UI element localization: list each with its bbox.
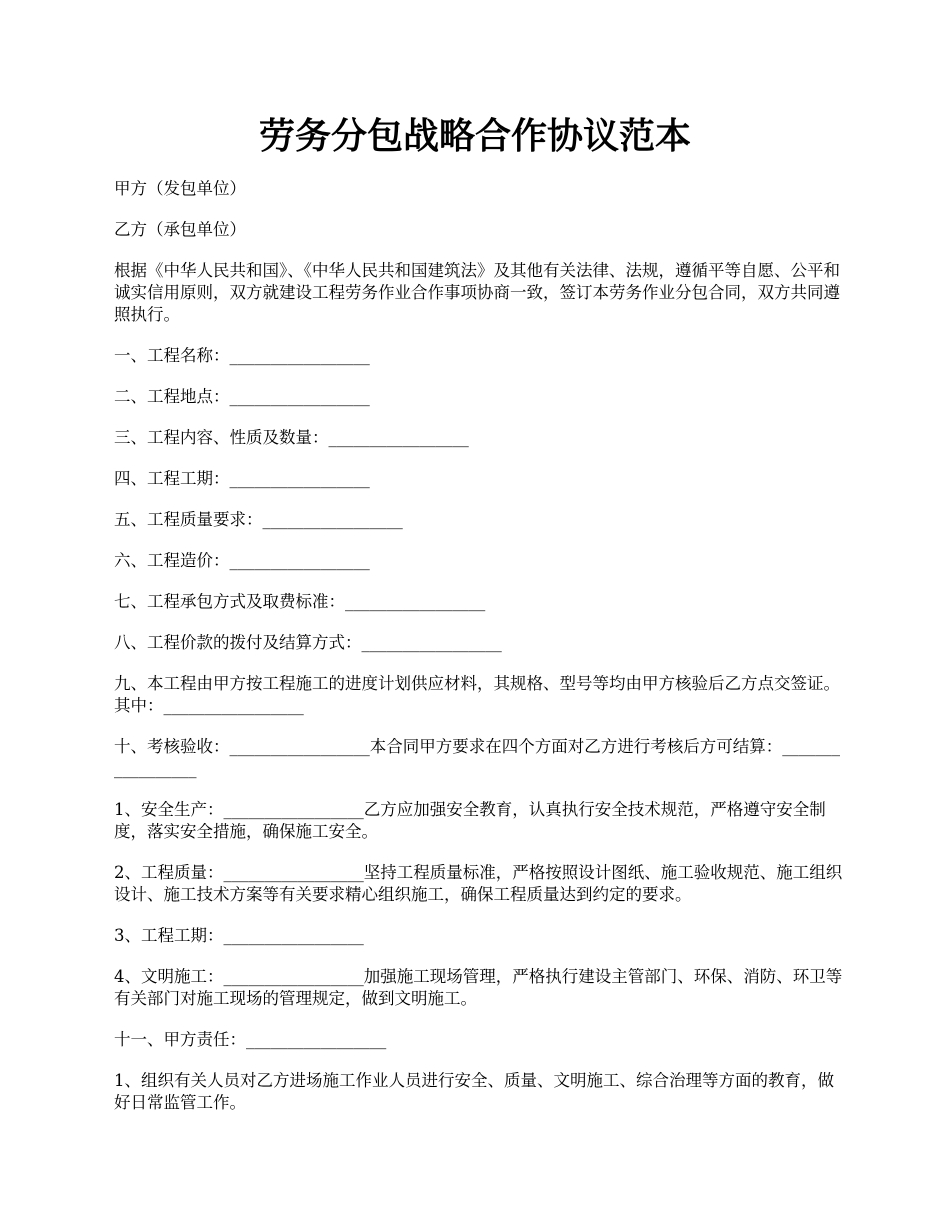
clause-5-quality-requirements: 五、工程质量要求：_________________ bbox=[114, 510, 403, 529]
clause-1-project-name: 一、工程名称：_________________ bbox=[114, 346, 370, 365]
sub-clause-safety: 1、安全生产：_________________乙方应加强安全教育，认真执行安全技术规范，严格遵守安全制度，落实安全措施，确保施工安全。 bbox=[114, 800, 826, 841]
clause-4-project-duration: 四、工程工期：_________________ bbox=[114, 469, 370, 488]
document-body bbox=[114, 178, 844, 1133]
party-a-line: 甲方（发包单位） bbox=[114, 179, 246, 198]
clause-3-project-content: 三、工程内容、性质及数量：_________________ bbox=[114, 428, 469, 447]
document-title: 劳务分包战略合作协议范本 bbox=[258, 115, 691, 157]
preamble-paragraph: 根据《中华人民共和国》、《中华人民共和国建筑法》及其他有关法律、法规，遵循平等自愿、公平和诚实信用原则，双方就建设工程劳务作业合作事项协商一致，签订本劳务作业分包合同，双方共同遵照执行。 bbox=[114, 261, 840, 324]
sub-clause-quality: 2、工程质量：_________________坚持工程质量标准，严格按照设计图纸、施工验收规范、施工组织设计、施工技术方案等有关要求精心组织施工，确保工程质量达到约定的要求。 bbox=[114, 863, 843, 904]
clause-6-project-cost: 六、工程造价：_________________ bbox=[114, 551, 370, 570]
clause-9-material-supply: 九、本工程由甲方按工程施工的进度计划供应材料，其规格、型号等均由甲方核验后乙方点交签证。其中：_________________ bbox=[114, 674, 840, 715]
sub-clause-duration: 3、工程工期：_________________ bbox=[114, 926, 364, 945]
clause-7-contracting-method: 七、工程承包方式及取费标准：_________________ bbox=[114, 592, 486, 611]
clause-11-party-a-responsibility: 十一、甲方责任：_________________ bbox=[114, 1030, 387, 1049]
clause-8-payment-settlement: 八、工程价款的拨付及结算方式：_________________ bbox=[114, 633, 502, 652]
clause-2-project-location: 二、工程地点：_________________ bbox=[114, 387, 370, 406]
party-b-line: 乙方（承包单位） bbox=[114, 220, 246, 239]
sub-clause-civilized-construction: 4、文明施工：_________________加强施工现场管理，严格执行建设主管部门、环保、消防、环卫等有关部门对施工现场的管理规定，做到文明施工。 bbox=[114, 967, 843, 1008]
party-a-duty-1: 1、组织有关人员对乙方进场施工作业人员进行安全、质量、文明施工、综合治理等方面的教育，做好日常监管工作。 bbox=[114, 1071, 834, 1112]
clause-10-acceptance: 十、考核验收：_________________本合同甲方要求在四个方面对乙方进行考核后方可结算：_________________ bbox=[114, 737, 840, 778]
